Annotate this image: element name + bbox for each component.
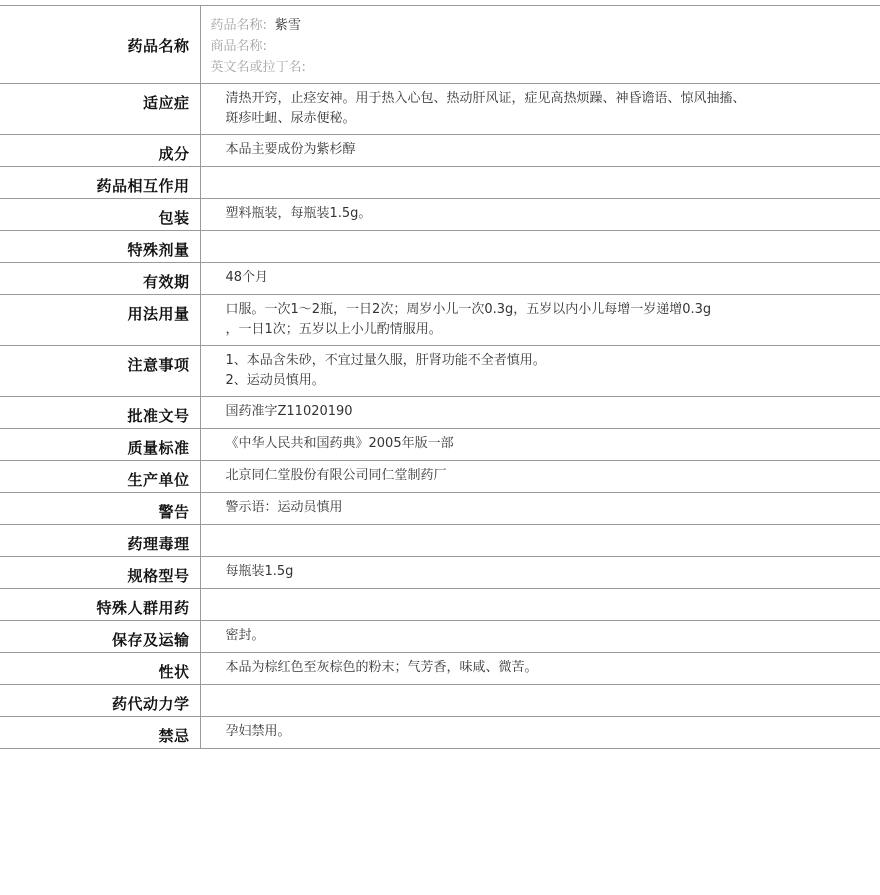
trade-name-line (211, 36, 871, 57)
row-value-line: 塑料瓶装，每瓶装1.5g。 (225, 206, 372, 221)
row-value (200, 525, 880, 557)
row-value (200, 295, 880, 346)
row-value-line: 每瓶装1.5g (225, 564, 294, 579)
row-value (200, 685, 880, 717)
row-value (200, 653, 880, 685)
row-label: 药代动力学 (0, 685, 200, 717)
row-value (200, 6, 880, 84)
row-label: 特殊人群用药 (0, 589, 200, 621)
row-value (200, 461, 880, 493)
generic-name-line (211, 15, 871, 36)
row-value-line: 口服。一次1～2瓶，一日2次；周岁小儿一次0.3g，五岁以内小儿每增一岁递增0.3g (225, 302, 712, 317)
row-value-line: 密封。 (225, 628, 265, 643)
generic-name-value: 紫雪 (274, 18, 301, 33)
row-label: 生产单位 (0, 461, 200, 493)
row-label: 特殊剂量 (0, 231, 200, 263)
row-value-line: 国药准字Z11020190 (225, 404, 353, 419)
row-value-line: 警示语：运动员慎用 (225, 500, 343, 515)
row-value (200, 429, 880, 461)
table-row (0, 263, 880, 295)
row-label: 包装 (0, 199, 200, 231)
row-value (200, 231, 880, 263)
table-row (0, 493, 880, 525)
row-label: 用法用量 (0, 295, 200, 346)
row-label: 禁忌 (0, 717, 200, 749)
latin-name-line (211, 57, 871, 78)
row-label: 注意事项 (0, 346, 200, 397)
drug-info-body (0, 6, 880, 749)
table-row (0, 525, 880, 557)
latin-name-key: 英文名或拉丁名: (210, 60, 306, 75)
table-row (0, 397, 880, 429)
trade-name-key: 商品名称: (210, 39, 267, 54)
row-value (200, 84, 880, 135)
table-row (0, 653, 880, 685)
row-value (200, 589, 880, 621)
table-row (0, 429, 880, 461)
row-label: 有效期 (0, 263, 200, 295)
table-row (0, 295, 880, 346)
table-row (0, 346, 880, 397)
row-value-line: 本品主要成份为紫杉醇 (225, 142, 356, 157)
row-label: 警告 (0, 493, 200, 525)
row-value-line: 《中华人民共和国药典》2005年版一部 (225, 436, 454, 451)
row-label: 规格型号 (0, 557, 200, 589)
row-label: 性状 (0, 653, 200, 685)
row-value (200, 493, 880, 525)
row-value-line: 本品为棕红色至灰棕色的粉末；气芳香，味咸、微苦。 (225, 660, 538, 675)
table-row (0, 167, 880, 199)
row-label: 成分 (0, 135, 200, 167)
row-label: 适应症 (0, 84, 200, 135)
row-drug-name (0, 6, 880, 84)
table-row (0, 135, 880, 167)
row-value (200, 135, 880, 167)
row-value (200, 199, 880, 231)
table-row (0, 717, 880, 749)
row-value-line: 1、本品含朱砂，不宜过量久服，肝肾功能不全者慎用。 (225, 353, 546, 368)
row-value (200, 557, 880, 589)
row-value (200, 397, 880, 429)
row-label: 药理毒理 (0, 525, 200, 557)
table-row (0, 621, 880, 653)
table-row (0, 461, 880, 493)
table-row (0, 199, 880, 231)
table-row (0, 557, 880, 589)
row-value-line: 2、运动员慎用。 (225, 373, 325, 388)
row-label: 批准文号 (0, 397, 200, 429)
table-row (0, 231, 880, 263)
row-value-line: 48个月 (225, 270, 269, 285)
row-value-line: 北京同仁堂股份有限公司同仁堂制药厂 (225, 468, 447, 483)
row-value-line: 清热开窍，止痉安神。用于热入心包、热动肝风证，症见高热烦躁、神昏谵语、惊风抽搐、 (225, 91, 746, 106)
row-label: 保存及运输 (0, 621, 200, 653)
row-value (200, 621, 880, 653)
row-value (200, 717, 880, 749)
drug-info-table (0, 5, 880, 749)
table-row (0, 84, 880, 135)
row-value (200, 167, 880, 199)
table-row (0, 685, 880, 717)
row-value-line: 斑疹吐衄、尿赤便秘。 (225, 111, 356, 126)
row-value-line: 孕妇禁用。 (225, 724, 291, 739)
row-value-line: ，一日1次；五岁以上小儿酌情服用。 (225, 322, 442, 337)
row-value (200, 263, 880, 295)
table-row (0, 589, 880, 621)
row-value (200, 346, 880, 397)
row-label: 药品相互作用 (0, 167, 200, 199)
generic-name-key: 药品名称: (210, 18, 267, 33)
row-label: 质量标准 (0, 429, 200, 461)
row-label: 药品名称 (0, 6, 200, 84)
